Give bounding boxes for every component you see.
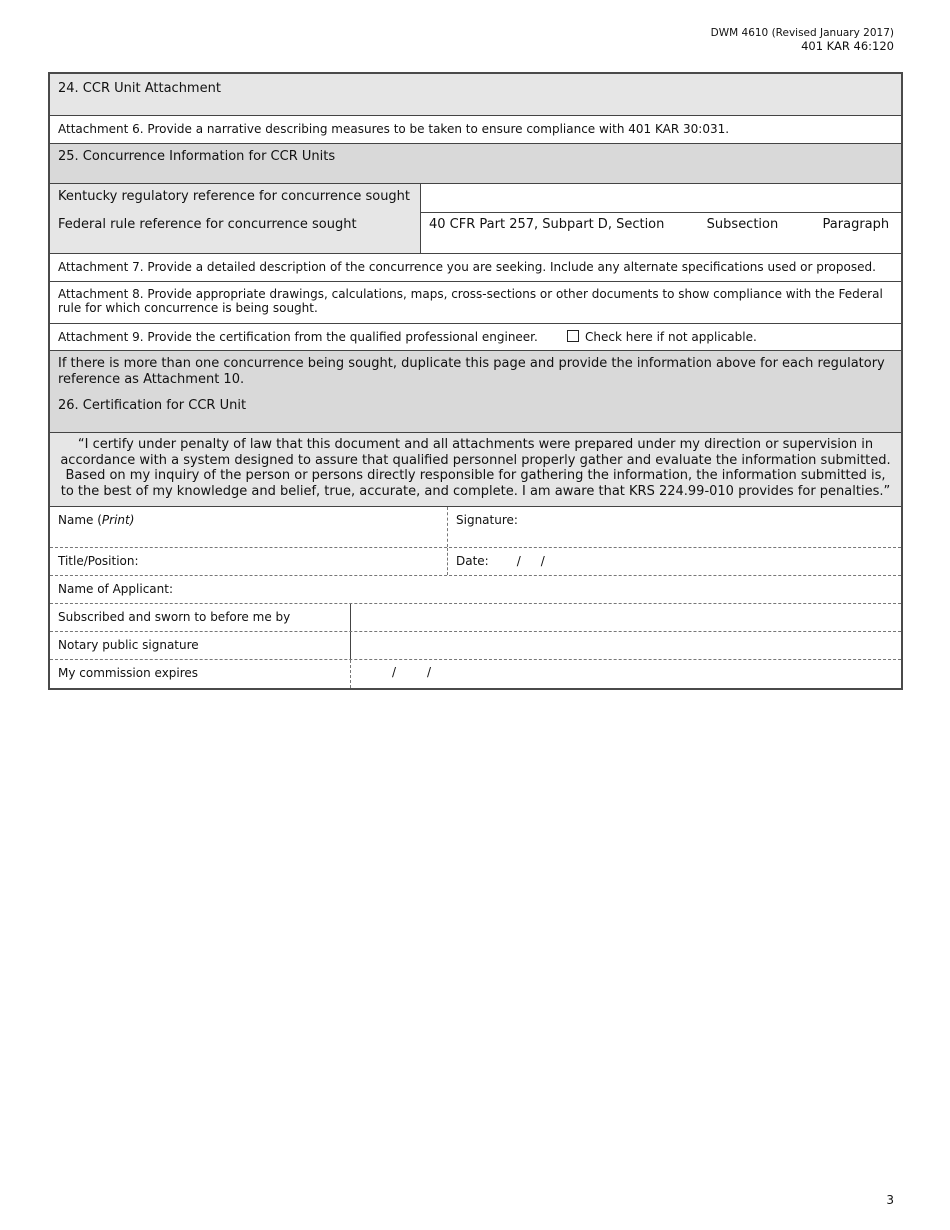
date-slash-2: /	[540, 554, 545, 568]
name-print-field[interactable]	[50, 507, 447, 547]
date-label: Date:	[456, 554, 489, 568]
certification-statement: “I certify under penalty of law that this document and all attachments were prepared under my direction or supervision in accordance with a system designed to assure that qualified personnel properly gather and evaluate the information submitted. Based on my inquiry of the person or persons directly responsible for gathering the information, the information submitted is, to the best of my knowledge and belief, true, accurate, and complete. I am aware that KRS 224.99-010 provides for penalties.”	[60, 437, 891, 499]
sworn-by-field[interactable]	[350, 604, 901, 631]
date-slash-1: /	[516, 554, 521, 568]
sworn-label-cell	[50, 604, 350, 631]
commission-slash-1: /	[392, 665, 397, 679]
sworn-row	[50, 604, 901, 632]
ky-reference-value	[421, 188, 437, 203]
section-25-header	[50, 144, 901, 184]
reference-labels	[50, 184, 420, 253]
not-applicable-label: Check here if not applicable.	[585, 330, 757, 344]
attachment-8-text: Attachment 8. Provide appropriate drawings, calculations, maps, cross-sections or other documents to show compliance with the Federal rule for which concurrence is being sought.	[58, 287, 883, 315]
federal-cfr-text: 40 CFR Part 257, Subpart D, Section	[429, 217, 665, 232]
notary-signature-field[interactable]	[350, 632, 901, 659]
form-header	[711, 27, 894, 53]
commission-row	[50, 660, 901, 688]
title-position-label: Title/Position:	[58, 554, 139, 568]
regulation-ref: 401 KAR 46:120	[801, 39, 894, 53]
name-print-label: Name (Print)	[58, 513, 135, 527]
federal-reference-field[interactable]	[429, 217, 889, 232]
title-position-field[interactable]	[50, 548, 447, 575]
form-id: DWM 4610 (Revised January 2017)	[710, 27, 894, 39]
date-field[interactable]	[447, 548, 901, 575]
section-26-title: 26. Certification for CCR Unit	[58, 398, 247, 413]
ccr-form	[48, 72, 903, 690]
federal-reference-label: Federal rule reference for concurrence sought	[58, 217, 357, 232]
attachment-9-text: Attachment 9. Provide the certification from the qualified professional engineer.	[58, 330, 538, 344]
title-date-row	[50, 548, 901, 576]
signature-label: Signature:	[456, 513, 518, 527]
commission-date-slashes	[392, 665, 431, 679]
attachment-8-row	[50, 282, 901, 324]
sworn-label: Subscribed and sworn to before me by	[58, 610, 291, 624]
attachment-9-row	[50, 324, 901, 351]
ky-reference-label: Kentucky regulatory reference for concurrence sought	[58, 189, 411, 204]
section-24-title: 24. CCR Unit Attachment	[58, 81, 221, 96]
notary-label-cell	[50, 632, 350, 659]
ky-reference-field[interactable]	[421, 184, 901, 213]
applicant-row[interactable]	[50, 576, 901, 604]
reference-values	[420, 184, 901, 253]
notary-row	[50, 632, 901, 660]
commission-label: My commission expires	[58, 666, 199, 680]
signature-field[interactable]	[447, 507, 901, 547]
attachment-7-row	[50, 254, 901, 282]
federal-subsection-text: Subsection	[706, 217, 779, 232]
duplicate-note: If there is more than one concurrence being sought, duplicate this page and provide the information above for each regulatory reference as Attachment 10.	[58, 356, 885, 387]
not-applicable-checkbox[interactable]	[567, 330, 757, 344]
commission-slash-2: /	[427, 665, 432, 679]
federal-paragraph-text: Paragraph	[822, 217, 890, 232]
applicant-label: Name of Applicant:	[58, 582, 174, 596]
date-label-group	[456, 554, 545, 568]
section-25-title: 25. Concurrence Information for CCR Units	[58, 149, 336, 164]
commission-date-field[interactable]	[350, 660, 901, 688]
attachment-6-row	[50, 116, 901, 144]
name-signature-row	[50, 507, 901, 548]
attachment-6-text: Attachment 6. Provide a narrative describing measures to be taken to ensure compliance with 401 KAR 30:031.	[58, 122, 730, 136]
certification-statement-row	[50, 433, 901, 507]
attachment-7-text: Attachment 7. Provide a detailed description of the concurrence you are seeking. Include any alternate specifications used or proposed.	[58, 260, 876, 274]
page-number: 3	[886, 1193, 894, 1207]
reference-block	[50, 184, 901, 254]
checkbox-icon[interactable]	[567, 330, 579, 342]
section-24-header	[50, 74, 901, 116]
section-26-header	[50, 351, 901, 433]
notary-label: Notary public signature	[58, 638, 199, 652]
commission-label-cell	[50, 660, 350, 688]
